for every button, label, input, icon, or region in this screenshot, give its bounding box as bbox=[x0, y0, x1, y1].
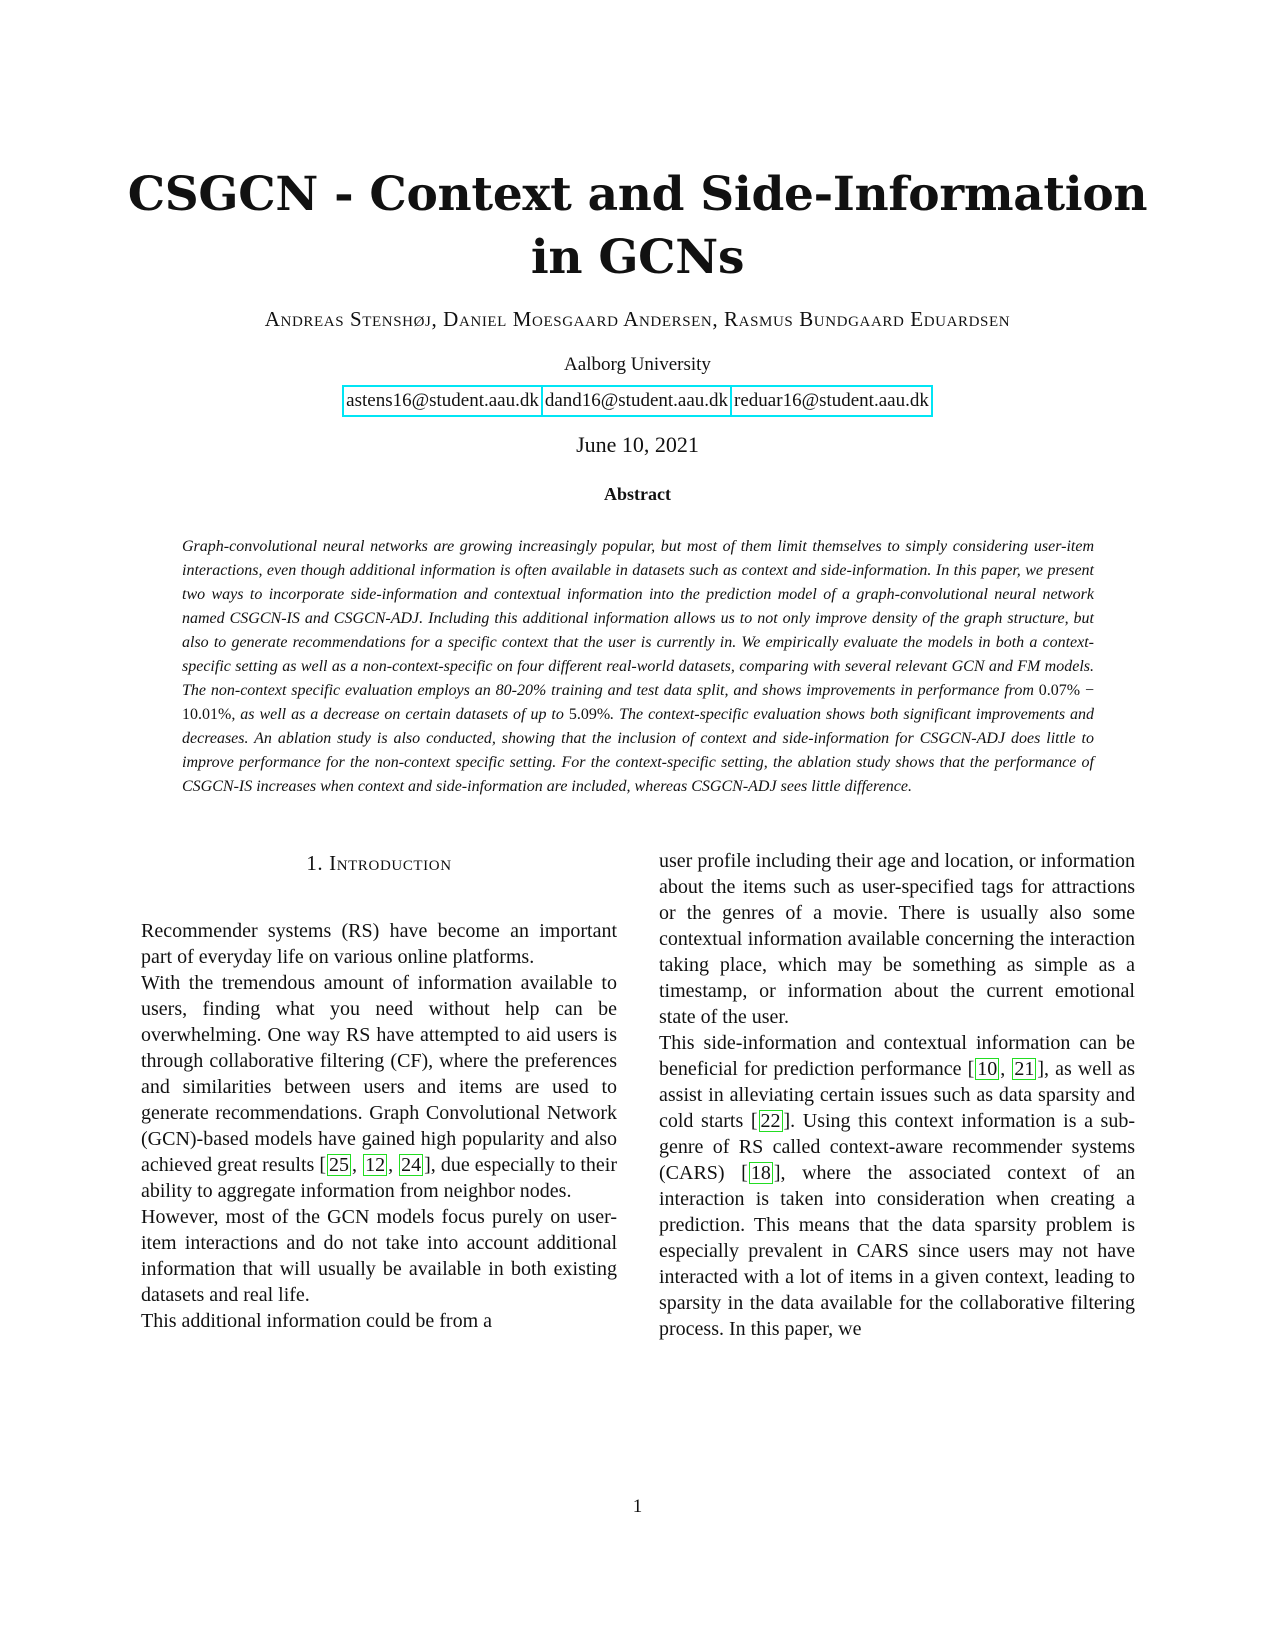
intro-paragraph-6-text-a: This side-information and contextual information can be beneficial for prediction performance [ bbox=[659, 1032, 1135, 1080]
abstract-heading: Abstract bbox=[604, 484, 671, 504]
intro-paragraph-2-text-b: ], due especially to their ability to aggregate information from neighbor nodes. bbox=[141, 1154, 618, 1202]
intro-paragraph-4: This additional information could be from a bbox=[141, 1310, 493, 1332]
intro-paragraph-2-text-a: With the tremendous amount of information available to users, finding what you need without help can be overwhelming. One way RS have attempted to aid users is through collaborative filtering (CF), where the preferences and similarities between users and items are used to generate recommendations. Graph Convolutional Network (GCN)-based models have gained high popularity and also achieved great results [ bbox=[141, 972, 617, 1176]
abstract-improvement-range: 0.07% − 10.01% bbox=[182, 682, 1094, 723]
publication-date: June 10, 2021 bbox=[576, 432, 699, 457]
abstract-text-b: , as well as a decrease on certain datasets of up to bbox=[231, 706, 569, 723]
paper-title bbox=[110, 163, 1165, 289]
intro-paragraph-5: user profile including their age and location, or information about the items such as user-specified tags for attractions or the genres of a movie. There is usually also some contextual information available concerning the interaction taking place, which may be something as simple as a timestamp, or information about the current emotional state of the user. bbox=[659, 850, 1135, 1028]
abstract-text-c: . The context-specific evaluation shows both significant improvements and decreases. An ablation study is also conducted, showing that the inclusion of context and side-information for CSGCN-ADJ does little to improve performance for the non-context specific setting. For the context-specific setting, the ablation study shows that the performance of CSGCN-IS increases when context and side-information are included, whereas CSGCN-ADJ sees little difference. bbox=[182, 706, 1095, 795]
abstract-body bbox=[182, 535, 1094, 799]
abstract-text-a: Graph-convolutional neural networks are growing increasingly popular, but most of them limit themselves to simply considering user-item interactions, even though additional information is often available in datasets such as context and side-information. In this paper, we present two ways to incorporate side-information and contextual information into the prediction model of a graph-convolutional neural network named CSGCN-IS and CSGCN-ADJ. Including this additional information allows us to not only improve density of the graph structure, but also to generate recommendations for a specific context that the user is currently in. We empirically evaluate the models in both a context-specific setting as well as a non-context-specific on four different real-world datasets, comparing with several relevant GCN and FM models. The non-context specific evaluation employs an 80-20% training and test data split, and shows improvements in performance from bbox=[182, 538, 1094, 699]
intro-paragraph-1: Recommender systems (RS) have become an important part of everyday life on various online platforms. bbox=[141, 920, 617, 968]
citation-link-24[interactable]: 24 bbox=[401, 1154, 422, 1176]
intro-paragraph-6-text-d: ], where the associated context of an interaction is taken into consideration when creating a prediction. This means that the data sparsity problem is especially prevalent in CARS since users may not have interacted with a lot of items in a given context, leading to sparsity in the data available for the collaborative filtering process. In this paper, we bbox=[659, 1162, 1136, 1340]
intro-paragraph-6-text-c: ]. Using this context information is a sub-genre of RS called context-aware recommender systems (CARS) [ bbox=[659, 1110, 1135, 1184]
section-heading-introduction: 1. Introduction bbox=[306, 851, 452, 875]
citation-link-10[interactable]: 10 bbox=[977, 1058, 998, 1080]
intro-paragraph-3: However, most of the GCN models focus purely on user-item interactions and do not take into account additional information that will usually be available in both existing datasets and real life. bbox=[141, 1206, 617, 1306]
right-column bbox=[659, 848, 1135, 1342]
email-link-reduar16[interactable]: reduar16@student.aau.dk bbox=[730, 385, 933, 417]
intro-paragraph-6-text-b: ], as well as assist in alleviating certain issues such as data sparsity and cold starts [ bbox=[659, 1058, 1135, 1132]
citation-link-25[interactable]: 25 bbox=[329, 1154, 350, 1176]
intro-paragraph-6: This side-information and contextual information can be beneficial for prediction performance [ 10 , 21 ], as well as assist in alleviating certain issues such as data sparsity and cold starts [ 22 ]. Using this context information is a sub-genre of RS called context-aware recommender systems (CARS) [ 18 ], where the associated context of an interaction is taken into consideration when creating a prediction. This means that the data sparsity problem is especially prevalent in CARS since users may not have interacted with a lot of items in a given context, leading to sparsity in the data available for the collaborative filtering process. In this paper, we bbox=[659, 1032, 1136, 1340]
citation-link-12[interactable]: 12 bbox=[365, 1154, 386, 1176]
left-column bbox=[141, 851, 618, 1334]
email-list bbox=[0, 385, 1275, 417]
title-line-1: CSGCN - Context and Side-Information bbox=[127, 167, 1148, 222]
email-link-astens16[interactable]: astens16@student.aau.dk bbox=[342, 385, 543, 417]
page-number: 1 bbox=[632, 1496, 643, 1517]
citation-link-21[interactable]: 21 bbox=[1014, 1058, 1035, 1080]
email-link-dand16[interactable]: dand16@student.aau.dk bbox=[541, 385, 732, 417]
affiliation: Aalborg University bbox=[564, 354, 711, 375]
citation-link-22[interactable]: 22 bbox=[760, 1110, 781, 1132]
abstract-decrease-value: 5.09% bbox=[568, 706, 611, 723]
citation-link-18[interactable]: 18 bbox=[750, 1162, 771, 1184]
title-line-2: in GCNs bbox=[530, 230, 745, 285]
author-list: Andreas Stenshøj, Daniel Moesgaard Andersen, Rasmus Bundgaard Eduardsen bbox=[264, 307, 1011, 331]
intro-paragraph-2: With the tremendous amount of information available to users, finding what you need without help can be overwhelming. One way RS have attempted to aid users is through collaborative filtering (CF), where the preferences and similarities between users and items are used to generate recommendations. Graph Convolutional Network (GCN)-based models have gained high popularity and also achieved great results [ 25 , 12 , 24 ], due especially to their ability to aggregate information from neighbor nodes. bbox=[141, 972, 618, 1202]
